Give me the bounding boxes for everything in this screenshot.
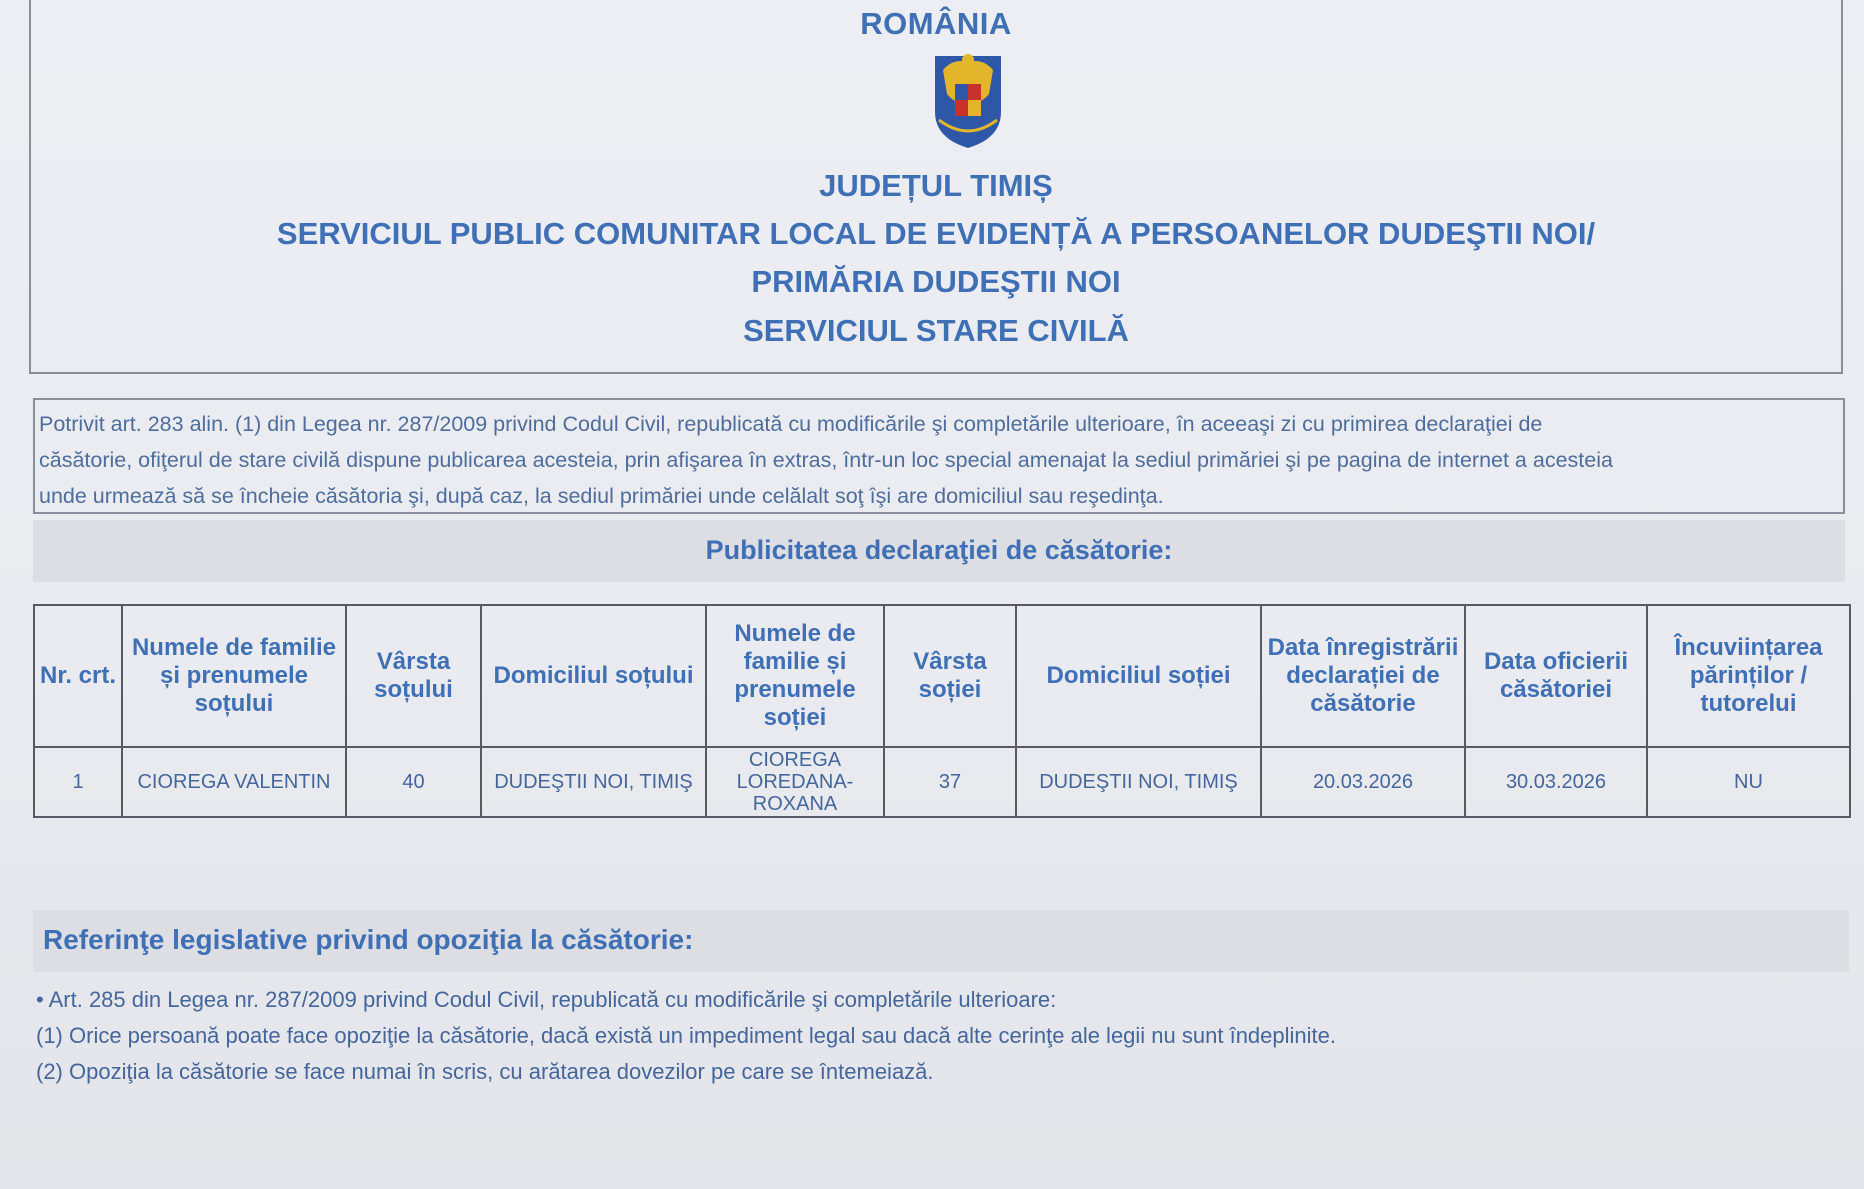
marriage-declaration-table	[33, 604, 1851, 818]
legal-notice	[33, 398, 1845, 514]
legal-notice-line: Potrivit art. 283 alin. (1) din Legea nr. 287/2009 privind Codul Civil, republicată cu modificările şi completările ulterioare, în aceeaşi zi cu primirea declaraţiei de	[39, 412, 1543, 436]
references-band	[33, 910, 1849, 972]
column-header: Domiciliul soției	[1016, 605, 1261, 747]
husband-domicile: DUDEŞTII NOI, TIMIŞ	[481, 747, 706, 817]
header-box	[29, 0, 1843, 374]
reference-bullet: • Art. 285 din Legea nr. 287/2009 privind Codul Civil, republicată cu modificările şi completările ulterioare:	[36, 987, 1057, 1012]
legal-notice-line: unde urmează să se încheie căsătoria şi, după caz, la sediul primăriei unde celălalt soţ îşi are domiciliul sau reşedinţa.	[39, 484, 1164, 508]
references-text	[36, 982, 1336, 1090]
husband-name: CIOREGA VALENTIN	[122, 747, 346, 817]
department-heading: SERVICIUL STARE CIVILĂ	[743, 313, 1129, 348]
reference-paragraph: (2) Opoziţia la căsătorie se face numai în scris, cu arătarea dovezilor pe care se întemeiază.	[36, 1059, 934, 1084]
row-number: 1	[34, 747, 122, 817]
column-header: Încuviințarea părinților / tutorelui	[1647, 605, 1850, 747]
parental-consent: NU	[1647, 747, 1850, 817]
legal-notice-line: căsătorie, ofiţerul de stare civilă dispune publicarea acesteia, prin afişarea în extras, într-un loc special amenajat la sediul primăriei şi pe pagina de internet a acesteia	[39, 448, 1613, 472]
table-header-row	[34, 605, 1850, 747]
registration-date: 20.03.2026	[1261, 747, 1465, 817]
wife-domicile: DUDEŞTII NOI, TIMIŞ	[1016, 747, 1261, 817]
column-header: Data înregistrării declarației de căsătorie	[1261, 605, 1465, 747]
column-header: Domiciliul soțului	[481, 605, 706, 747]
column-header: Numele de familie și prenumele soției	[706, 605, 884, 747]
column-header: Vârsta soțului	[346, 605, 481, 747]
table-row	[34, 747, 1850, 817]
reference-paragraph: (1) Orice persoană poate face opoziţie la căsătorie, dacă există un impediment legal sau dacă alte cerinţe ale legii nu sunt îndeplinite.	[36, 1023, 1336, 1048]
column-header: Numele de familie și prenumele soțului	[122, 605, 346, 747]
references-title: Referinţe legislative privind opoziţia la căsătorie:	[43, 924, 694, 955]
coat-of-arms-icon	[931, 50, 1005, 150]
publication-band	[33, 520, 1845, 582]
service-heading-line1: SERVICIUL PUBLIC COMUNITAR LOCAL DE EVIDENȚĂ A PERSOANELOR DUDEŞTII NOI/	[276, 216, 1596, 251]
column-header: Nr. crt.	[34, 605, 122, 747]
husband-age: 40	[346, 747, 481, 817]
column-header: Vârsta soției	[884, 605, 1016, 747]
wife-age: 37	[884, 747, 1016, 817]
column-header: Data oficierii căsătoriei	[1465, 605, 1647, 747]
wife-name: CIOREGA LOREDANA-ROXANA	[706, 747, 884, 817]
marriage-date: 30.03.2026	[1465, 747, 1647, 817]
country-heading: ROMÂNIA	[860, 6, 1012, 41]
county-heading: JUDEȚUL TIMIȘ	[819, 168, 1053, 203]
service-heading-line2: PRIMĂRIA DUDEŞTII NOI	[751, 264, 1121, 299]
publication-title: Publicitatea declaraţiei de căsătorie:	[705, 535, 1173, 565]
